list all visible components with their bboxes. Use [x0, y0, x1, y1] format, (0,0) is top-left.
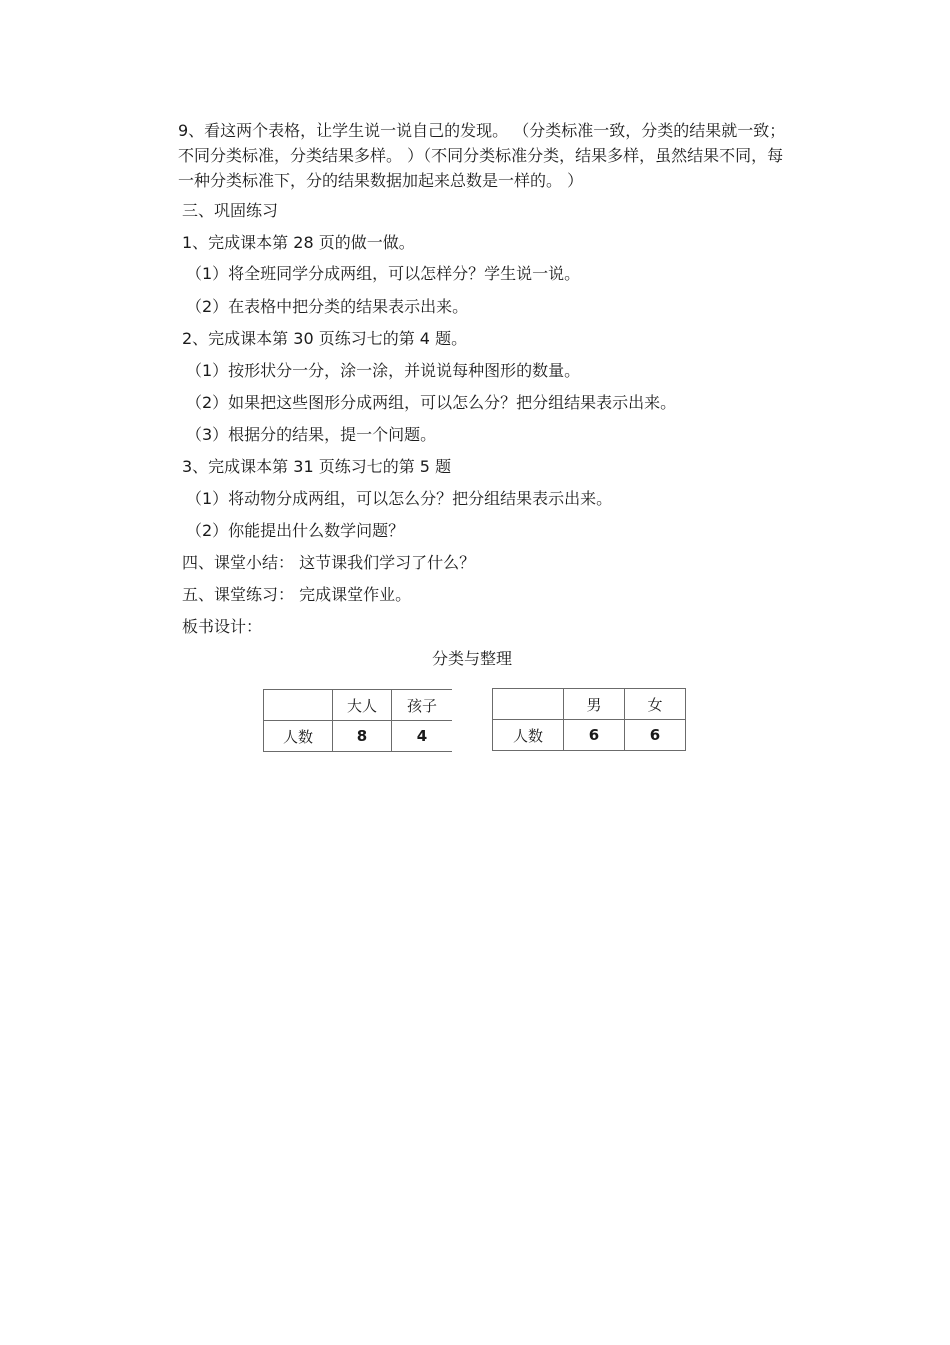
- table-header-girls: 女: [625, 689, 686, 720]
- exercise-1-item-1: （1）将全班同学分成两组，可以怎样分？学生说一说。: [186, 264, 581, 283]
- exercise-2: 2、完成课本第 30 页练习七的第 4 题。: [182, 329, 468, 348]
- table-header-adults: 大人: [333, 690, 392, 721]
- boys-girls-table: [492, 688, 686, 751]
- table-header-empty: [493, 689, 564, 720]
- exercise-2-item-3: （3）根据分的结果，提一个问题。: [186, 425, 437, 444]
- exercise-2-item-1: （1）按形状分一分，涂一涂，并说说每种图形的数量。: [186, 361, 581, 380]
- table-cell-children-count: 4: [392, 721, 453, 752]
- table-cell-girls-count: 6: [625, 720, 686, 751]
- exercise-3-item-2: （2）你能提出什么数学问题？: [186, 521, 405, 540]
- table-row: [493, 689, 686, 720]
- exercise-2-item-2: （2）如果把这些图形分成两组，可以怎么分？把分组结果表示出来。: [186, 393, 677, 412]
- table-row: [493, 720, 686, 751]
- adults-children-table: [263, 689, 452, 752]
- table-header-empty: [264, 690, 333, 721]
- section-heading-summary: 四、课堂小结： 这节课我们学习了什么？: [182, 553, 476, 572]
- table-cell-adults-count: 8: [333, 721, 392, 752]
- board-title: 分类与整理: [431, 649, 512, 668]
- table-header-boys: 男: [564, 689, 625, 720]
- table-row-label: 人数: [493, 720, 564, 751]
- table-row: [264, 690, 453, 721]
- board-design-label: 板书设计：: [182, 617, 263, 636]
- exercise-1-item-2: （2）在表格中把分类的结果表示出来。: [186, 297, 469, 316]
- table-header-children: 孩子: [392, 690, 453, 721]
- section-heading-classwork: 五、课堂练习： 完成课堂作业。: [182, 585, 412, 604]
- discovery-paragraph: 9、看这两个表格，让学生说一说自己的发现。 （分类标准一致，分类的结果就一致；不同分类标准，分类结果多样。 ）（不同分类标准分类，结果多样，虽然结果不同，每一种分类标准下，分的结果数据加起来总数是一样的。 ）: [178, 121, 786, 190]
- exercise-3: 3、完成课本第 31 页练习七的第 5 题: [182, 457, 452, 476]
- exercise-1: 1、完成课本第 28 页的做一做。: [182, 233, 415, 252]
- table-row-label: 人数: [264, 721, 333, 752]
- exercise-3-item-1: （1）将动物分成两组，可以怎么分？把分组结果表示出来。: [186, 489, 613, 508]
- table-cell-boys-count: 6: [564, 720, 625, 751]
- section-heading-practice: 三、巩固练习: [182, 201, 279, 220]
- table-row: [264, 721, 453, 752]
